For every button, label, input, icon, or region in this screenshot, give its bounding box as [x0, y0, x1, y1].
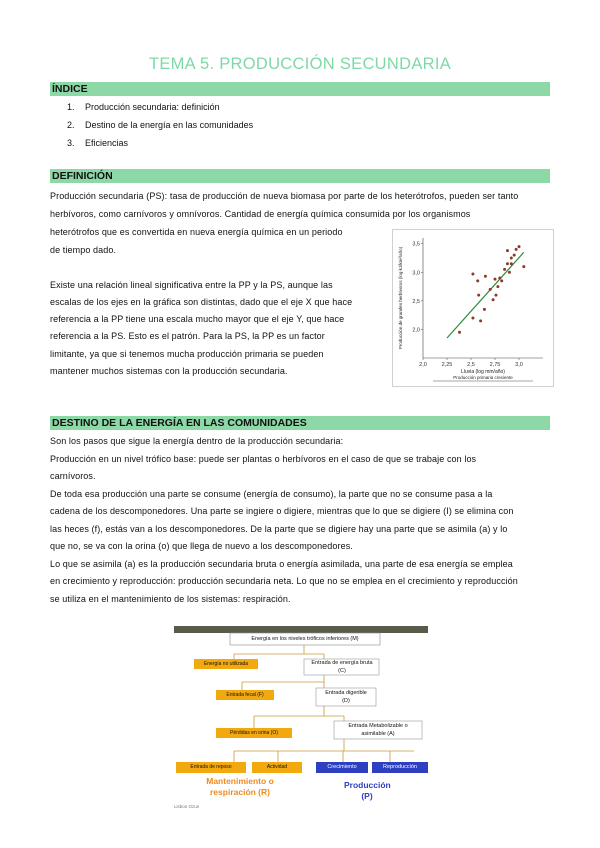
- destino-line: cadena de los descomponedores. Una parte se ingiere o digiere, mientras que lo que se digiere (I) se elimina con: [50, 506, 514, 516]
- index-item[interactable]: 3. Eficiencias: [67, 138, 129, 148]
- x-tick-label: 2,25: [441, 362, 453, 368]
- scatter-point: [506, 249, 509, 252]
- x-tick-label: 2,0: [419, 362, 427, 368]
- scatter-point: [479, 319, 482, 322]
- definicion-line: heterótrofos que es convertida en nueva energía química en un periodo: [50, 227, 343, 237]
- x-axis-label-2: Producción primaria creciente: [453, 375, 513, 380]
- y-tick-label: 2,0: [412, 327, 420, 334]
- scatter-point: [477, 294, 480, 297]
- flow-entrada-digerible: Entrada digerible (D): [325, 690, 367, 704]
- flow-top-label: Energía en los niveles tróficos inferiores (M): [251, 636, 359, 642]
- y-axis-label: Producción de grandes herbívoros (log kJ/km²/año): [398, 246, 403, 350]
- scatter-chart: [392, 229, 554, 387]
- x-tick-label: 2,5: [467, 362, 475, 368]
- relacion-line: escalas de los ejes en la gráfica son distintas, dado que el eje X que hace: [50, 297, 353, 307]
- scatter-point: [515, 248, 518, 251]
- definicion-line: Producción secundaria (PS): tasa de producción de nueva biomasa por parte de los heterótrofos, pueden ser tanto: [50, 191, 519, 201]
- scatter-point: [483, 308, 486, 311]
- relacion-line: Existe una relación lineal significativa entre la PP y la PS, aunque las: [50, 280, 333, 290]
- scatter-point: [494, 294, 497, 297]
- y-tick-label: 3,0: [412, 270, 420, 277]
- energy-flow-diagram: [174, 626, 428, 812]
- definicion-line: herbívoros, como carnívoros y omnívoros. Cantidad de energía química consumida por los organismos: [50, 209, 471, 219]
- scatter-point: [471, 317, 474, 320]
- destino-line: las heces (f), estás van a los descomponedores. De la parte que se digiere hay una parte que se asimila (a) y lo: [50, 524, 508, 534]
- relacion-line: referencia a la PS. Esto es el patrón. Para la PS, la PP es un factor: [50, 331, 325, 341]
- flow-entrada-bruta: Entrada de energía bruta (C): [311, 660, 373, 674]
- flow-crecimiento: Crecimiento: [327, 764, 357, 770]
- section-heading-indice: ÍNDICE: [50, 82, 550, 96]
- destino-line: Lo que se asimila (a) es la producción secundaria bruta o energía asimilada, una parte de esa energía se emplea: [50, 559, 513, 569]
- scatter-point: [506, 262, 509, 265]
- flow-top-bar: [174, 626, 428, 633]
- scatter-point: [518, 245, 521, 248]
- flow-reposo: Entrada de reposo: [190, 764, 232, 770]
- y-tick-label: 2,5: [412, 298, 420, 305]
- destino-line: carnívoros.: [50, 471, 96, 481]
- flow-reproduccion: Reproducción: [383, 764, 417, 770]
- index-item[interactable]: 2. Destino de la energía en las comunidades: [67, 120, 254, 130]
- scatter-point: [494, 278, 497, 281]
- page-title: TEMA 5. PRODUCCIÓN SECUNDARIA: [148, 55, 452, 73]
- section-heading-definicion: DEFINICIÓN: [50, 169, 550, 183]
- scatter-point: [489, 288, 492, 291]
- flow-entrada-fecal: Entrada fecal (F): [226, 692, 264, 698]
- definicion-line: de tiempo dado.: [50, 245, 117, 255]
- scatter-chart-svg: [393, 230, 553, 386]
- scatter-point: [492, 298, 495, 301]
- destino-line: De toda esa producción una parte se consume (energía de consumo), la parte que no se consume pasa a la: [50, 489, 493, 499]
- destino-line: Producción en un nivel trófico base: puede ser plantas o herbívoros en el caso de que se trabaje con los: [50, 454, 477, 464]
- scatter-point: [503, 268, 506, 271]
- flow-actividad: Actividad: [266, 764, 288, 770]
- scatter-point: [471, 273, 474, 276]
- scatter-point: [484, 275, 487, 278]
- flow-mantenimiento: Mantenimiento o respiración (R): [206, 776, 274, 797]
- section-heading-destino: DESTINO DE LA ENERGÍA EN LAS COMUNIDADES: [50, 416, 550, 430]
- index-list: [50, 98, 253, 152]
- scatter-point: [496, 285, 499, 288]
- scatter-point: [510, 262, 513, 265]
- flow-entrada-metab: Entrada Metabolizable o asimilable (A): [348, 723, 408, 737]
- regression-line: [447, 252, 524, 338]
- x-tick-label: 2,75: [489, 362, 501, 368]
- scatter-point: [513, 254, 516, 257]
- index-item[interactable]: 1. Producción secundaria: definición: [67, 102, 220, 112]
- destino-line: en crecimiento y reproducción: producción secundaria neta. Lo que no se emplea en el crecimiento y reproducción: [50, 576, 518, 586]
- x-axis-label: Lluvia (log mm/año): [461, 369, 505, 375]
- flow-no-utilizada: Energía no utilizada: [203, 661, 249, 667]
- scatter-point: [508, 271, 511, 274]
- relacion-line: referencia a la PP tiene una escala mucho mayor que el eje Y, que hace: [50, 314, 345, 324]
- x-tick-label: 3,0: [515, 362, 523, 368]
- y-tick-label: 3,5: [412, 241, 420, 248]
- destino-line: se utiliza en el mantenimiento de los sistemas: respiración.: [50, 594, 291, 604]
- scatter-point: [498, 277, 501, 280]
- relacion-line: mantener muchos sistemas con la producción secundaria.: [50, 366, 288, 376]
- scatter-point: [476, 279, 479, 282]
- relacion-line: limitante, ya que si tenemos mucha producción primaria se pueden: [50, 349, 324, 359]
- scatter-point: [522, 265, 525, 268]
- scatter-point: [500, 279, 503, 282]
- scatter-point: [458, 331, 461, 334]
- flow-perdidas-orina: Pérdidas en orina (O): [230, 730, 278, 736]
- scatter-point: [510, 257, 513, 260]
- destino-line: Son los pasos que sigue la energía dentro de la producción secundaria:: [50, 436, 344, 446]
- flow-produccion: Producción (P): [344, 780, 391, 801]
- flow-credit: Lisbon Ozun: [174, 804, 200, 809]
- destino-line: que no, se va con la orina (o) que llega de nuevo a los descomponedores.: [50, 541, 353, 551]
